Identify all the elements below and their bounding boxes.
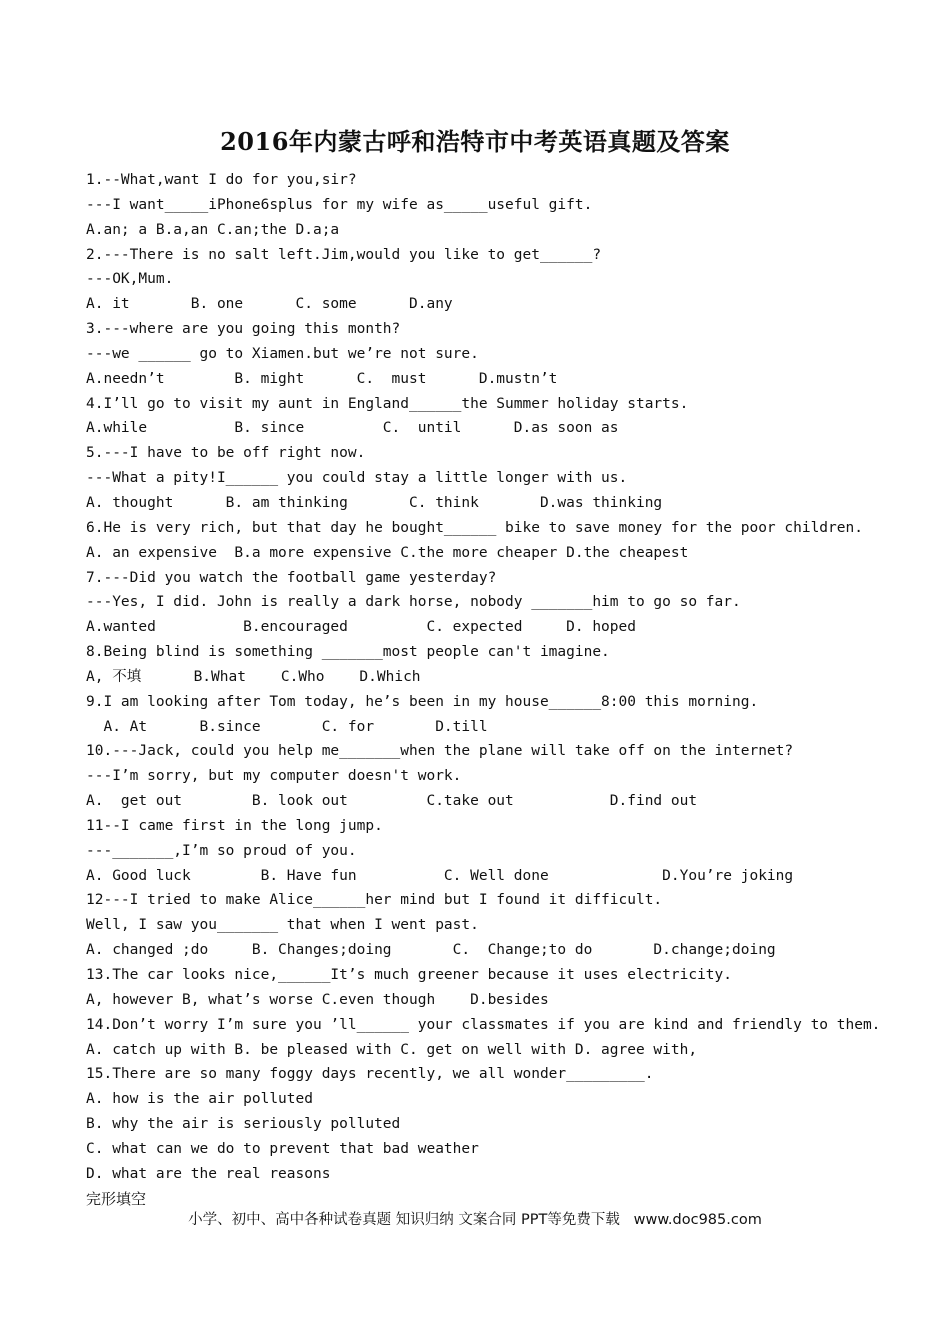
question-line: 10.---Jack, could you help me_______when the plane will take off on the internet? [86, 743, 794, 760]
question-line: 13.The car looks nice,______It’s much greener because it uses electricity. [86, 967, 733, 983]
question-line: ---What a pity!I______ you could stay a little longer with us. [86, 470, 628, 487]
question-line: 3.---where are you going this month? [86, 321, 401, 338]
answer-options: A, 不填 B.What C.Who D.Which [86, 668, 421, 685]
answer-option: C. what can we do to prevent that bad weather [86, 1140, 479, 1157]
answer-options: A.an; a B.a,an C.an;the D.a;a [86, 221, 340, 238]
question-line: 1.--What,want I do for you,sir? [86, 172, 357, 188]
question-line: 11--I came first in the long jump. [86, 817, 383, 834]
answer-options: A. get out B. look out C.take out D.find out [86, 793, 698, 810]
answer-options: A. At B.since C. for D.till [86, 718, 488, 735]
question-line: 12---I tried to make Alice______her mind but I found it difficult. [86, 892, 663, 909]
question-line: 5.---I have to be off right now. [86, 445, 366, 462]
question-line: ---we ______ go to Xiamen.but we’re not sure. [86, 345, 479, 362]
answer-options: A. it B. one C. some D.any [86, 296, 453, 313]
answer-options: A.wanted B.encouraged C. expected D. hoped [86, 619, 636, 636]
question-line: Well, I saw you_______ that when I went past. [86, 917, 479, 934]
answer-options: A, however B, what’s worse C.even though D.besides [86, 991, 549, 1008]
question-line: ---_______,I’m so proud of you. [86, 842, 357, 859]
answer-options: A. an expensive B.a more expensive C.the more cheaper D.the cheapest [86, 544, 689, 561]
question-line: 7.---Did you watch the football game yesterday? [86, 569, 497, 586]
answer-options: A.while B. since C. until D.as soon as [86, 420, 619, 437]
question-line: 15.There are so many foggy days recently, we all wonder_________. [86, 1066, 654, 1083]
question-line: ---I want_____iPhone6splus for my wife as_____useful gift. [86, 196, 593, 213]
question-line: 4.I’ll go to visit my aunt in England______the Summer holiday starts. [86, 395, 689, 412]
section-heading: 完形填空 [86, 1189, 147, 1208]
question-line: 2.---There is no salt left.Jim,would you like to get______? [86, 246, 602, 263]
question-line: ---Yes, I did. John is really a dark horse, nobody _______him to go so far. [86, 594, 741, 611]
question-list [86, 168, 926, 1211]
answer-options: A. catch up with B. be pleased with C. get on well with D. agree with, [86, 1041, 698, 1058]
answer-option: A. how is the air polluted [86, 1091, 313, 1108]
answer-options: A. Good luck B. Have fun C. Well done D.You’re joking [86, 867, 794, 884]
answer-option: B. why the air is seriously polluted [86, 1116, 401, 1133]
question-line: ---I’m sorry, but my computer doesn't work. [86, 768, 462, 785]
question-line: ---OK,Mum. [86, 271, 174, 288]
footer-text: 小学、初中、高中各种试卷真题 知识归纳 文案合同 PPT等免费下载 www.doc985.com [188, 1212, 762, 1228]
question-line: 6.He is very rich, but that day he bought______ bike to save money for the poor children. [86, 519, 863, 536]
answer-option: D. what are the real reasons [86, 1165, 331, 1182]
document-title: 2016年内蒙古呼和浩特市中考英语真题及答案 [220, 127, 730, 156]
answer-options: A. changed ;do B. Changes;doing C. Change;to do D.change;doing [86, 942, 776, 959]
question-line: 9.I am looking after Tom today, he’s been in my house______8:00 this morning. [86, 693, 759, 710]
question-line: 14.Don’t worry I’m sure you ’ll______ your classmates if you are kind and friendly to them. [86, 1016, 881, 1033]
question-line: 8.Being blind is something _______most people can't imagine. [86, 644, 610, 661]
answer-options: A. thought B. am thinking C. think D.was thinking [86, 494, 663, 511]
answer-options: A.needn’t B. might C. must D.mustn’t [86, 370, 558, 387]
